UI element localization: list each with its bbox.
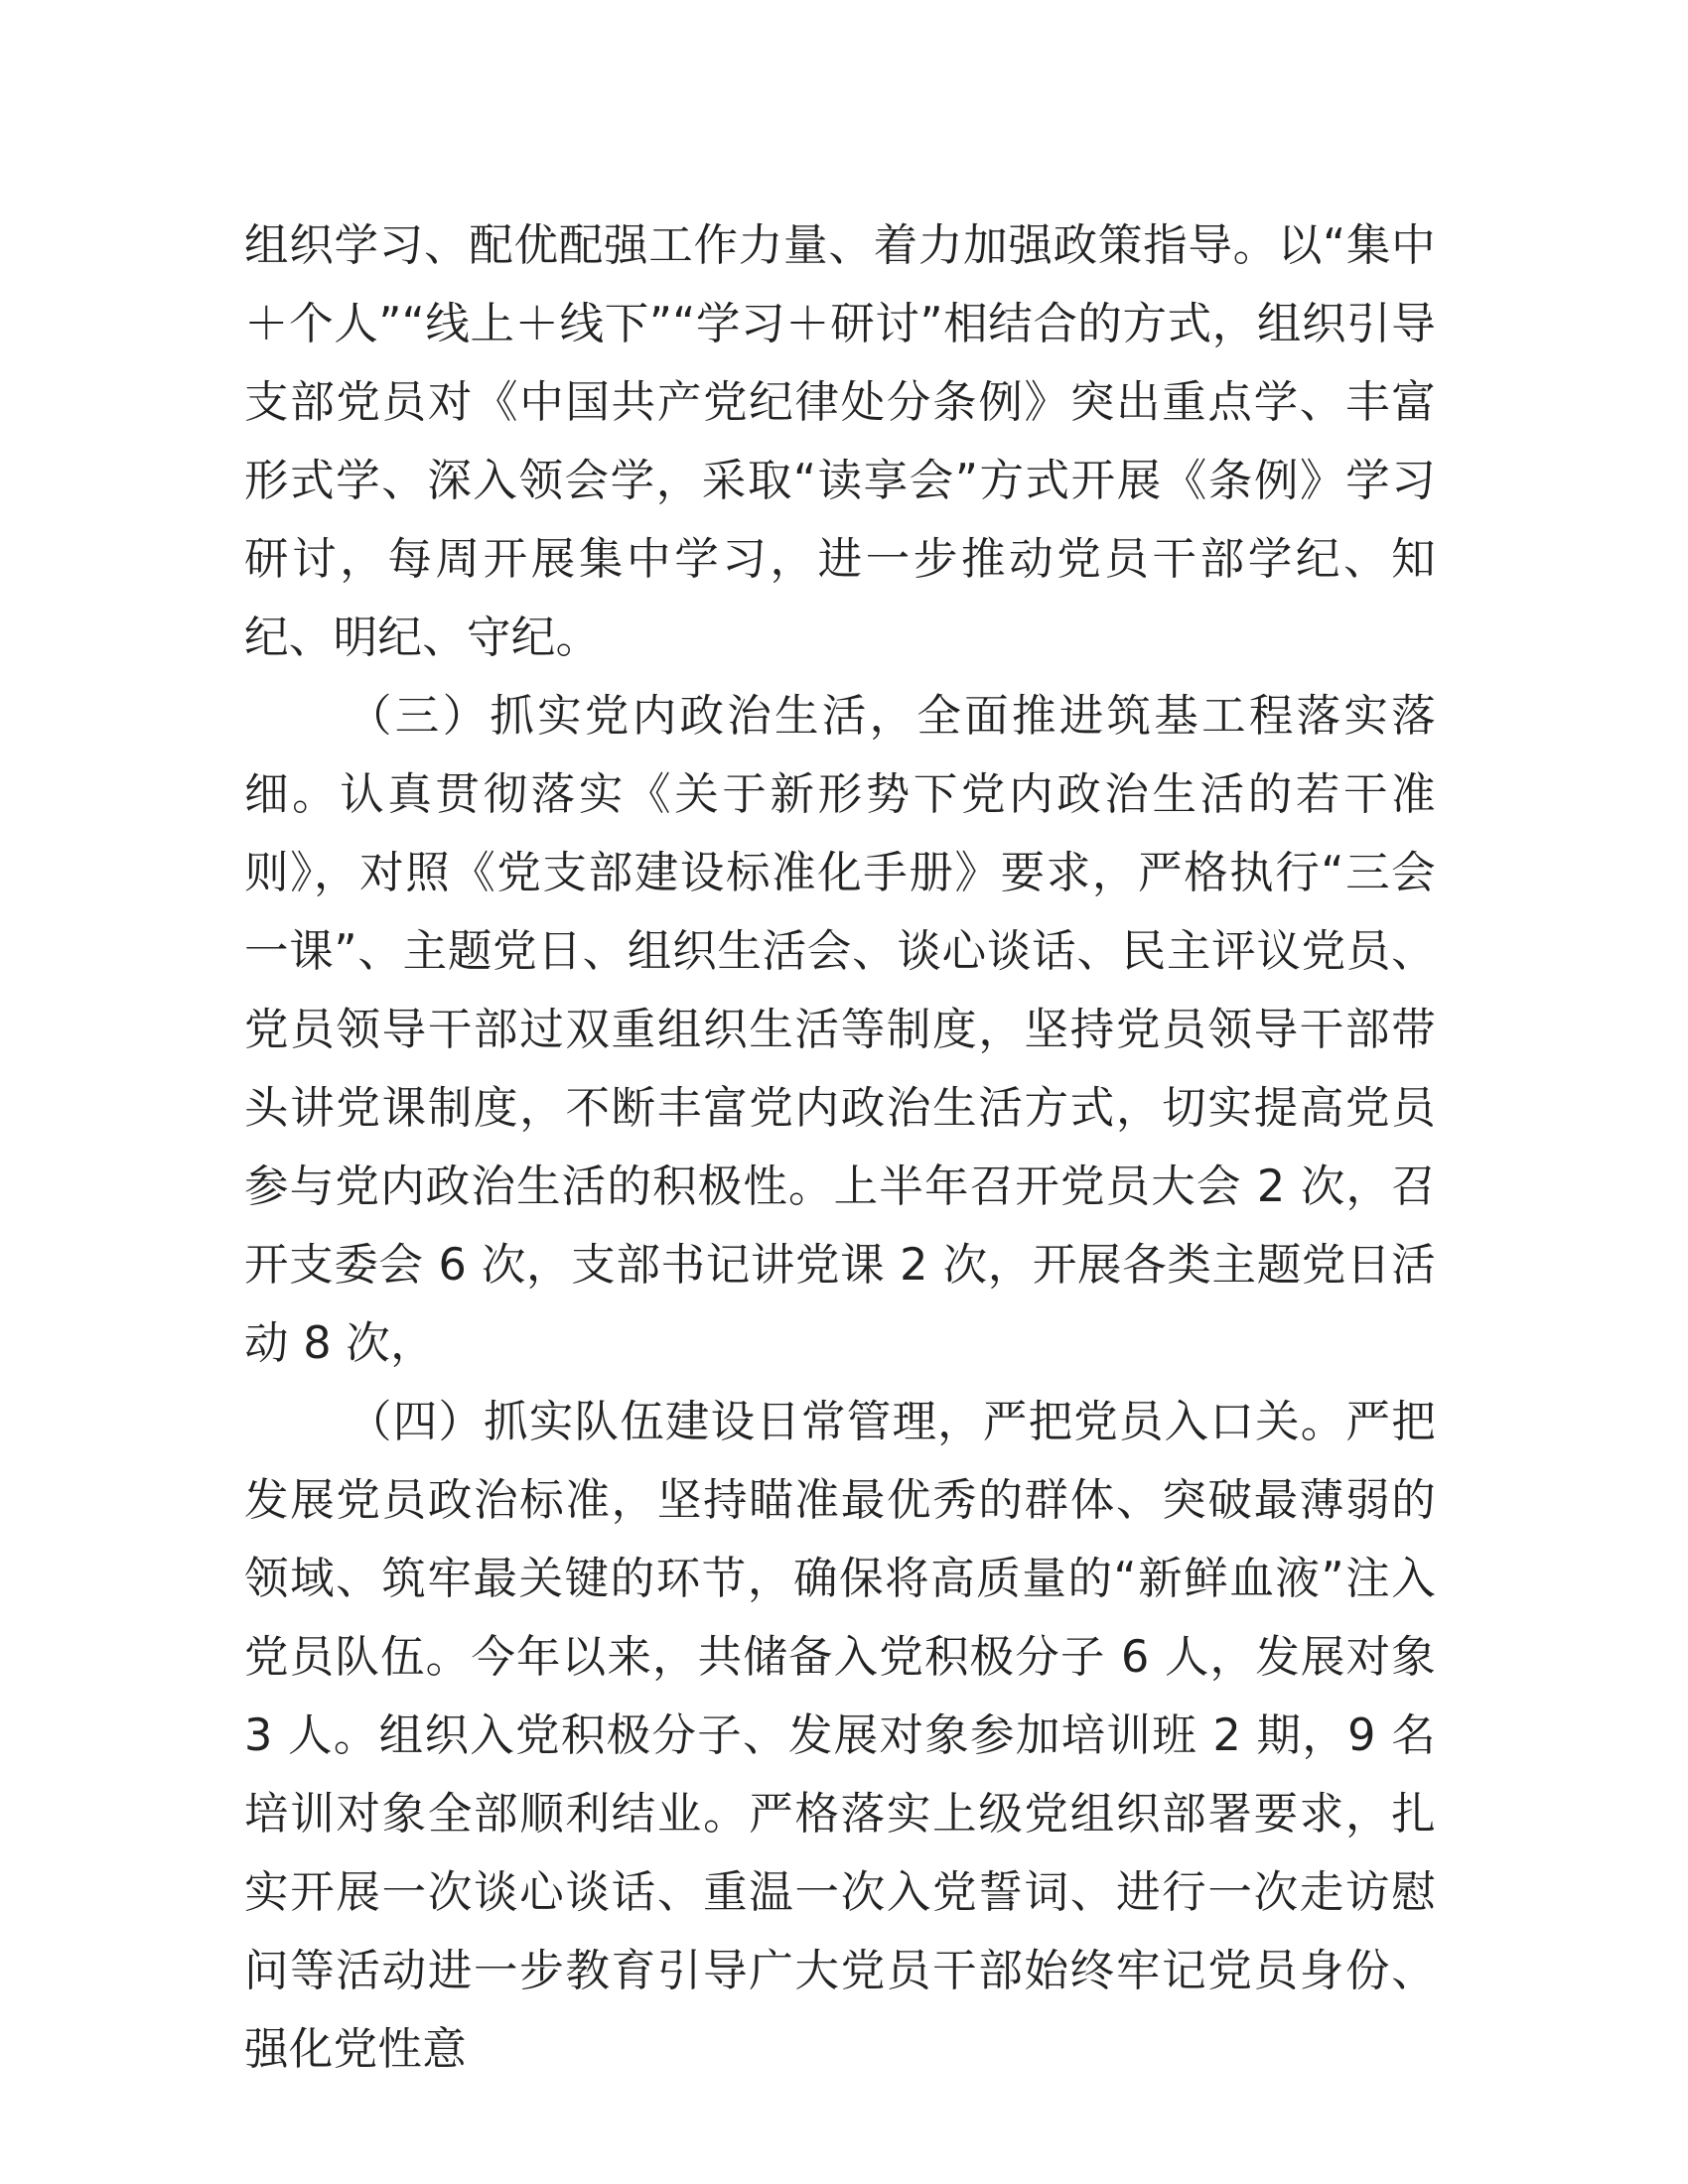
document-body xyxy=(244,206,1436,2089)
paragraph-study-organization: 组织学习、配优配强工作力量、着力加强政策指导。以“集中＋个人”“线上＋线下”“学习＋研讨”相结合的方式，组织引导支部党员对《中国共产党纪律处分条例》突出重点学、丰富形式学、深入领会学，采取“读享会”方式开展《条例》学习研讨，每周开展集中学习，进一步推动党员干部学纪、知纪、明纪、守纪。 xyxy=(244,220,1436,663)
paragraph-party-political-life: （三）抓实党内政治生活，全面推进筑基工程落实落细。认真贯彻落实《关于新形势下党内政治生活的若干准则》，对照《党支部建设标准化手册》要求，严格执行“三会一课”、主题党日、组织生活会、谈心谈话、民主评议党员、党员领导干部过双重组织生活等制度，坚持党员领导干部带头讲党课制度，不断丰富党内政治生活方式，切实提高党员参与党内政治生活的积极性。上半年召开党员大会 2 次，召开支委会 6 次，支部书记讲党课 2 次，开展各类主题党日活动 8 次， xyxy=(244,691,1436,1369)
paragraph-team-building: （四）抓实队伍建设日常管理，严把党员入口关。严把发展党员政治标准，坚持瞄准最优秀的群体、突破最薄弱的领域、筑牢最关键的环节，确保将高质量的“新鲜血液”注入党员队伍。今年以来，共储备入党积极分子 6 人，发展对象 3 人。组织入党积极分子、发展对象参加培训班 2 期，9 名培训对象全部顺利结业。严格落实上级党组织部署要求，扎实开展一次谈心谈话、重温一次入党誓词、进行一次走访慰问等活动进一步教育引导广大党员干部始终牢记党员身份、强化党性意 xyxy=(244,1397,1436,2075)
